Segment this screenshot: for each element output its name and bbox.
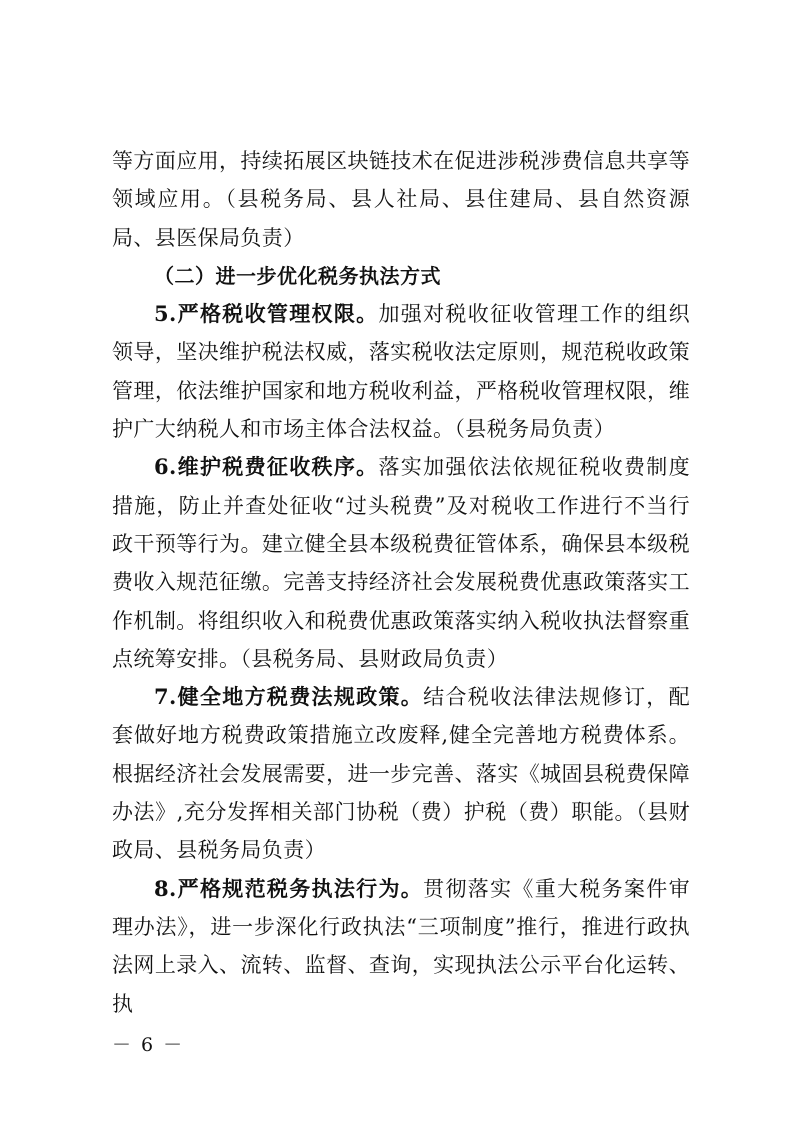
paragraph-item-8 (112, 870, 690, 1023)
item-6-body: 落实加强依法依规征税收费制度措施，防止并查处征收“过头税费”及对税收工作进行不当行政干预等行为。建立健全县本级税费征管体系，确保县本级税费收入规范征缴。完善支持经济社会发展税费优惠政策落实工作机制。将组织收入和税费优惠政策落实纳入税收执法督察重点统筹安排。（县税务局、县财政局负责） (112, 455, 690, 671)
item-7-heading: 7.健全地方税费法规政策。 (154, 684, 424, 710)
item-8-heading: 8.严格规范税务执法行为。 (154, 875, 424, 901)
page-number: － 6 － (112, 1034, 185, 1056)
paragraph-continued: 等方面应用，持续拓展区块链技术在促进涉税涉费信息共享等领域应用。（县税务局、县人社局、县住建局、县自然资源局、县医保局负责） (112, 149, 690, 250)
paragraph-item-6 (112, 448, 690, 678)
paragraph-item-5 (112, 295, 690, 448)
item-6-heading: 6.维护税费征收秩序。 (154, 454, 379, 480)
paragraph-item-7 (112, 678, 690, 869)
section-heading: （二）进一步优化税务执法方式 (154, 263, 441, 288)
document-body (112, 142, 690, 1023)
item-7-body: 结合税收法律法规修订，配套做好地方税费政策措施立改废释,健全完善地方税费体系。根据经济社会发展需要，进一步完善、落实《城固县税费保障办法》,充分发挥相关部门协税（费）护税（费）职能。（县财政局、县税务局负责） (112, 685, 690, 863)
item-5-body: 加强对税收征收管理工作的组织领导，坚决维护税法权威，落实税收法定原则，规范税收政策管理，依法维护国家和地方税收利益，严格税收管理权限，维护广大纳税人和市场主体合法权益。（县税务局负责） (112, 302, 690, 442)
item-5-heading: 5.严格税收管理权限。 (154, 301, 379, 327)
item-8-body: 贯彻落实《重大税务案件审理办法》，进一步深化行政执法“三项制度”推行，推进行政执法网上录入、流转、监督、查询，实现执法公示平台化运转、执 (112, 876, 690, 1016)
